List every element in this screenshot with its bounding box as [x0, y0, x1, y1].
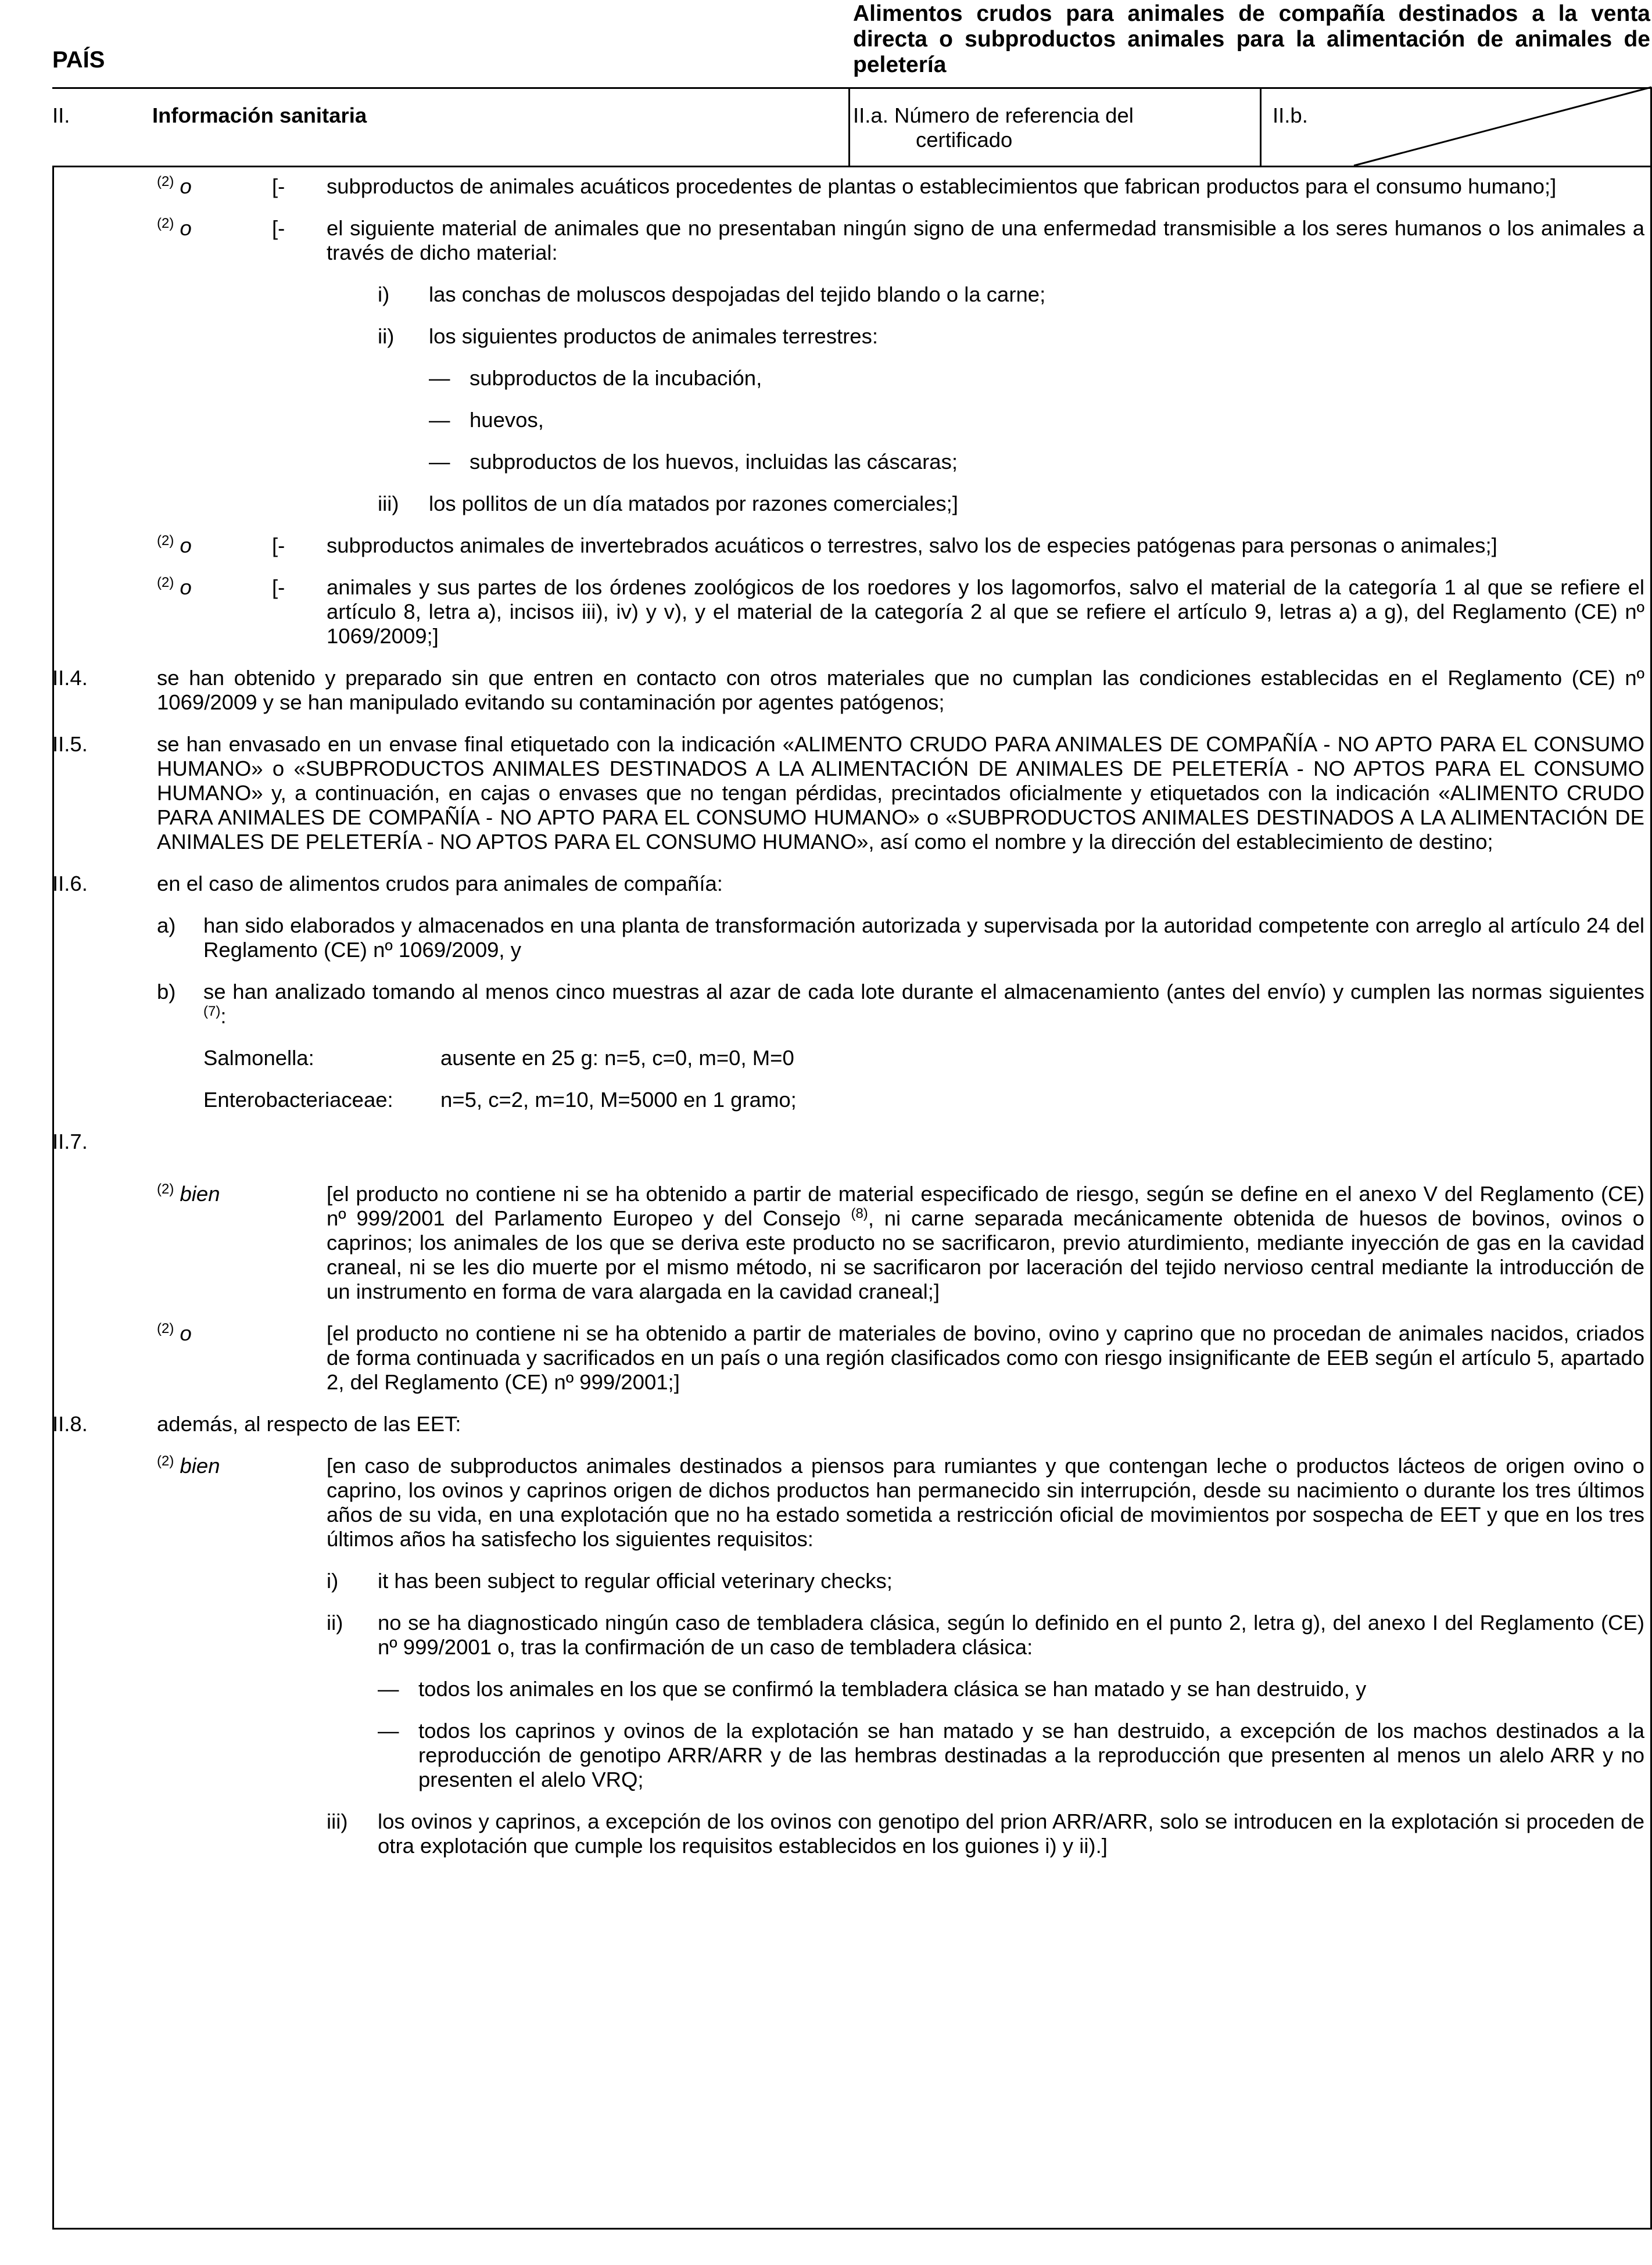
option-label: $^{(2)}$ bien [157, 1453, 220, 1478]
dash-item: — subproductos de los huevos, incluidas las cáscaras; [429, 450, 958, 474]
option-text: subproductos animales de invertebrados acuáticos o terrestres, salvo los de especies patógenas para personas o animales;] [327, 533, 1497, 557]
dash-item: — subproductos de la incubación, [429, 366, 762, 390]
dash-item: — huevos, [429, 408, 544, 432]
criterion-salmonella: Salmonella: ausente en 25 g: n=5, c=0, m=0, M=0 [203, 1046, 794, 1070]
clause-ii7 [52, 1130, 1644, 1164]
list-item: i) it has been subject to regular official veterinary checks; [327, 1569, 893, 1593]
footnote-ref: (7) [203, 1003, 221, 1019]
header-divider [52, 87, 1652, 89]
clause-number: II.5. [52, 732, 88, 756]
option-bien-srm [52, 1182, 1644, 1304]
reference-b-label: II.b. [1273, 103, 1308, 127]
clause-text: en el caso de alimentos crudos para animales de compañía: [157, 872, 723, 895]
option-label: $^{(2)}$ o [157, 173, 192, 198]
certificate-body [52, 174, 1644, 1876]
option-negligible-risk [52, 1321, 1644, 1395]
clause-text: se han obtenido y preparado sin que entren en contacto con otros materiales que no cumplan las condiciones establecidas en el Reglamento (CE) nº 1069/2009 y se han manipulado evitando su contaminación por agentes patógenos; [157, 666, 1644, 714]
option-aquatic-byproducts: $^{(2)}$ o [- subproductos de animales acuáticos procedentes de plantas o establecimientos que fabrican productos para el consumo humano;] [52, 174, 1644, 199]
list-item: a) han sido elaborados y almacenados en una planta de transformación autorizada y supervisada por la autoridad competente con arreglo al artículo 24 del Reglamento (CE) nº 1069/2009, y [157, 913, 1644, 962]
option-label: $^{(2)}$ o [157, 1320, 192, 1345]
list-item: i) las conchas de moluscos despojadas del tejido blando o la carne; [378, 282, 1046, 306]
option-label: $^{(2)}$ o [157, 574, 192, 599]
option-invertebrates: $^{(2)}$ o [- subproductos animales de invertebrados acuáticos o terrestres, salvo los de especies patógenas para personas o animales;] [52, 533, 1644, 558]
list-item: iii) los pollitos de un día matados por razones comerciales;] [378, 492, 958, 515]
section-title: Información sanitaria [152, 103, 367, 127]
option-label: $^{(2)}$ o [157, 532, 192, 557]
option-text: animales y sus partes de los órdenes zoológicos de los roedores y los lagomorfos, salvo el material de la categoría 1 al que se refiere el artículo 8, letra a), incisos iii), iv) y v), y el material de la categoría 2 al que se refiere el artículo 9, letras a) a g), del Reglamento (CE) nº 1069/2009;] [327, 575, 1644, 648]
clause-ii4 [52, 666, 1644, 715]
option-text: [en caso de subproductos animales destinados a piensos para rumiantes y que contengan leche o productos lácteos de origen ovino o caprino, los ovinos y caprinos origen de dichos productos han permanecido sin interrupción, desde su nacimiento o durante los tres últimos años de su vida, en una explotación que no ha estado sometida a restricción oficial de movimientos por sospecha de EET y que en los tres últimos años ha satisfecho los siguientes requisitos: [327, 1454, 1644, 1551]
clause-ii8 [52, 1412, 1644, 1436]
option-label: $^{(2)}$ o [157, 215, 192, 240]
certificate-header [52, 0, 1652, 166]
list-item: ii) los siguientes productos de animales terrestres: [378, 324, 878, 348]
certificate-title: Alimentos crudos para animales de compañía destinados a la venta directa o subproductos animales para la alimentación de animales de peletería [853, 1, 1650, 77]
clause-text: se han envasado en un envase final etiquetado con la indicación «ALIMENTO CRUDO PARA ANIMALES DE COMPAÑÍA - NO APTO PARA EL CONSUMO HUMANO» o «SUBPRODUCTOS ANIMALES DESTINADOS A LA ALIMENTACIÓN DE ANIMALES DE PELETERÍA - NO APTOS PARA EL CONSUMO HUMANO» y, a continuación, en cajas o envases que no tengan pérdidas, precintados oficialmente y etiquetados con la indicación «ALIMENTO CRUDO PARA ANIMALES DE COMPAÑÍA - NO APTO PARA EL CONSUMO HUMANO» o «SUBPRODUCTOS ANIMALES DESTINADOS A LA ALIMENTACIÓN DE ANIMALES DE PELETERÍA - NO APTOS PARA EL CONSUMO HUMANO», así como el nombre y la dirección del establecimiento de destino; [157, 732, 1644, 854]
header-col-divider-1 [848, 87, 850, 166]
option-rodents-lagomorphs: $^{(2)}$ o [- animales y sus partes de los órdenes zoológicos de los roedores y los lagomorfos, salvo el material de la categoría 1 al que se refiere el artículo 8, letra a), incisos iii), iv) y v), y el material de la categoría 2 al que se refiere el artículo 9, letras a) a g), del Reglamento (CE) nº 1069/2009;] [157, 574, 1644, 648]
criterion-enterobacteriaceae: Enterobacteriaceae: n=5, c=2, m=10, M=5000 en 1 gramo; [203, 1088, 797, 1112]
list-item: ii) no se ha diagnosticado ningún caso de tembladera clásica, según lo definido en el punto 2, letra g), del anexo I del Reglamento (CE) nº 999/2001 o, tras la confirmación de un caso de tembladera clásica: [327, 1611, 1644, 1659]
clause-number: II.8. [52, 1412, 88, 1436]
option-text: el siguiente material de animales que no presentaban ningún signo de una enfermedad transmisible a los seres humanos o los animales a través de dicho material: [327, 216, 1644, 264]
body-bottom-border [52, 2228, 1652, 2230]
option-label: $^{(2)}$ bien [157, 1181, 220, 1206]
option-bien-tse [52, 1454, 1644, 1551]
clause-text: además, al respecto de las EET: [157, 1412, 461, 1436]
option-non-diseased-material: $^{(2)}$ o [- el siguiente material de animales que no presentaban ningún signo de una enfermedad transmisible a los seres humanos o los animales a través de dicho material: [157, 215, 1644, 264]
list-item: b) se han analizado tomando al menos cinco muestras al azar de cada lote durante el almacenamiento (antes del envío) y cumplen las normas siguientes $^{(7)}$: [157, 980, 1644, 1028]
reference-number-label: II.a. Número de referencia del certificado [853, 103, 1134, 152]
body-top-border [52, 166, 1652, 167]
dash-item: — todos los caprinos y ovinos de la explotación se han matado y se han destruido, a excepción de los machos destinados a la reproducción de genotipo ARR/ARR y de las hembras destinadas a la reproducción que presenten al menos un alelo ARR y no presenten el alelo VRQ; [378, 1719, 1644, 1791]
clause-number: II.4. [52, 666, 88, 690]
clause-number: II.6. [52, 872, 88, 895]
dash-item: — todos los animales en los que se confirmó la tembladera clásica se han matado y se han destruido, y [378, 1677, 1367, 1701]
section-number: II. [52, 103, 70, 127]
footnote-ref: (8) [851, 1205, 868, 1221]
clause-number: II.7. [52, 1130, 88, 1153]
country-label: PAÍS [52, 47, 105, 73]
header-col-divider-2 [1260, 87, 1262, 166]
clause-ii6 [52, 872, 1644, 896]
clause-ii5 [52, 732, 1644, 854]
option-text: [el producto no contiene ni se ha obtenido a partir de materiales de bovino, ovino y caprino que no procedan de animales nacidos, criados de forma continuada y sacrificados en un país o una región clasificados como con riesgo insignificante de EEB según el artículo 5, apartado 2, del Reglamento (CE) nº 999/2001;] [327, 1321, 1644, 1394]
list-item: iii) los ovinos y caprinos, a excepción de los ovinos con genotipo del prion ARR/ARR, solo se introducen en la explotación si proceden de otra explotación que cumple los requisitos establecidos en los guiones i) y ii).] [327, 1809, 1644, 1858]
option-text: [el producto no contiene ni se ha obtenido a partir de material especificado de riesgo, según se define en el anexo V del Reglamento (CE) nº 999/2001 del Parlamento Europeo y del Consejo $^{(8)}$, ni carne separada mecánicamente obtenida de huesos de bovinos, ovinos o caprinos; los animales de los que se deriva este producto no se sacrificaron, previo aturdimiento, mediante inyección de gas en la cavidad craneal, ni se les dio muerte por el mismo método, ni se sacrificaron por laceración del tejido nervioso central mediante la introducción de un instrumento en forma de vara alargada en la cavidad craneal;] [327, 1182, 1644, 1303]
option-text: subproductos de animales acuáticos procedentes de plantas o establecimientos que fabrican productos para el consumo humano;] [327, 174, 1557, 198]
